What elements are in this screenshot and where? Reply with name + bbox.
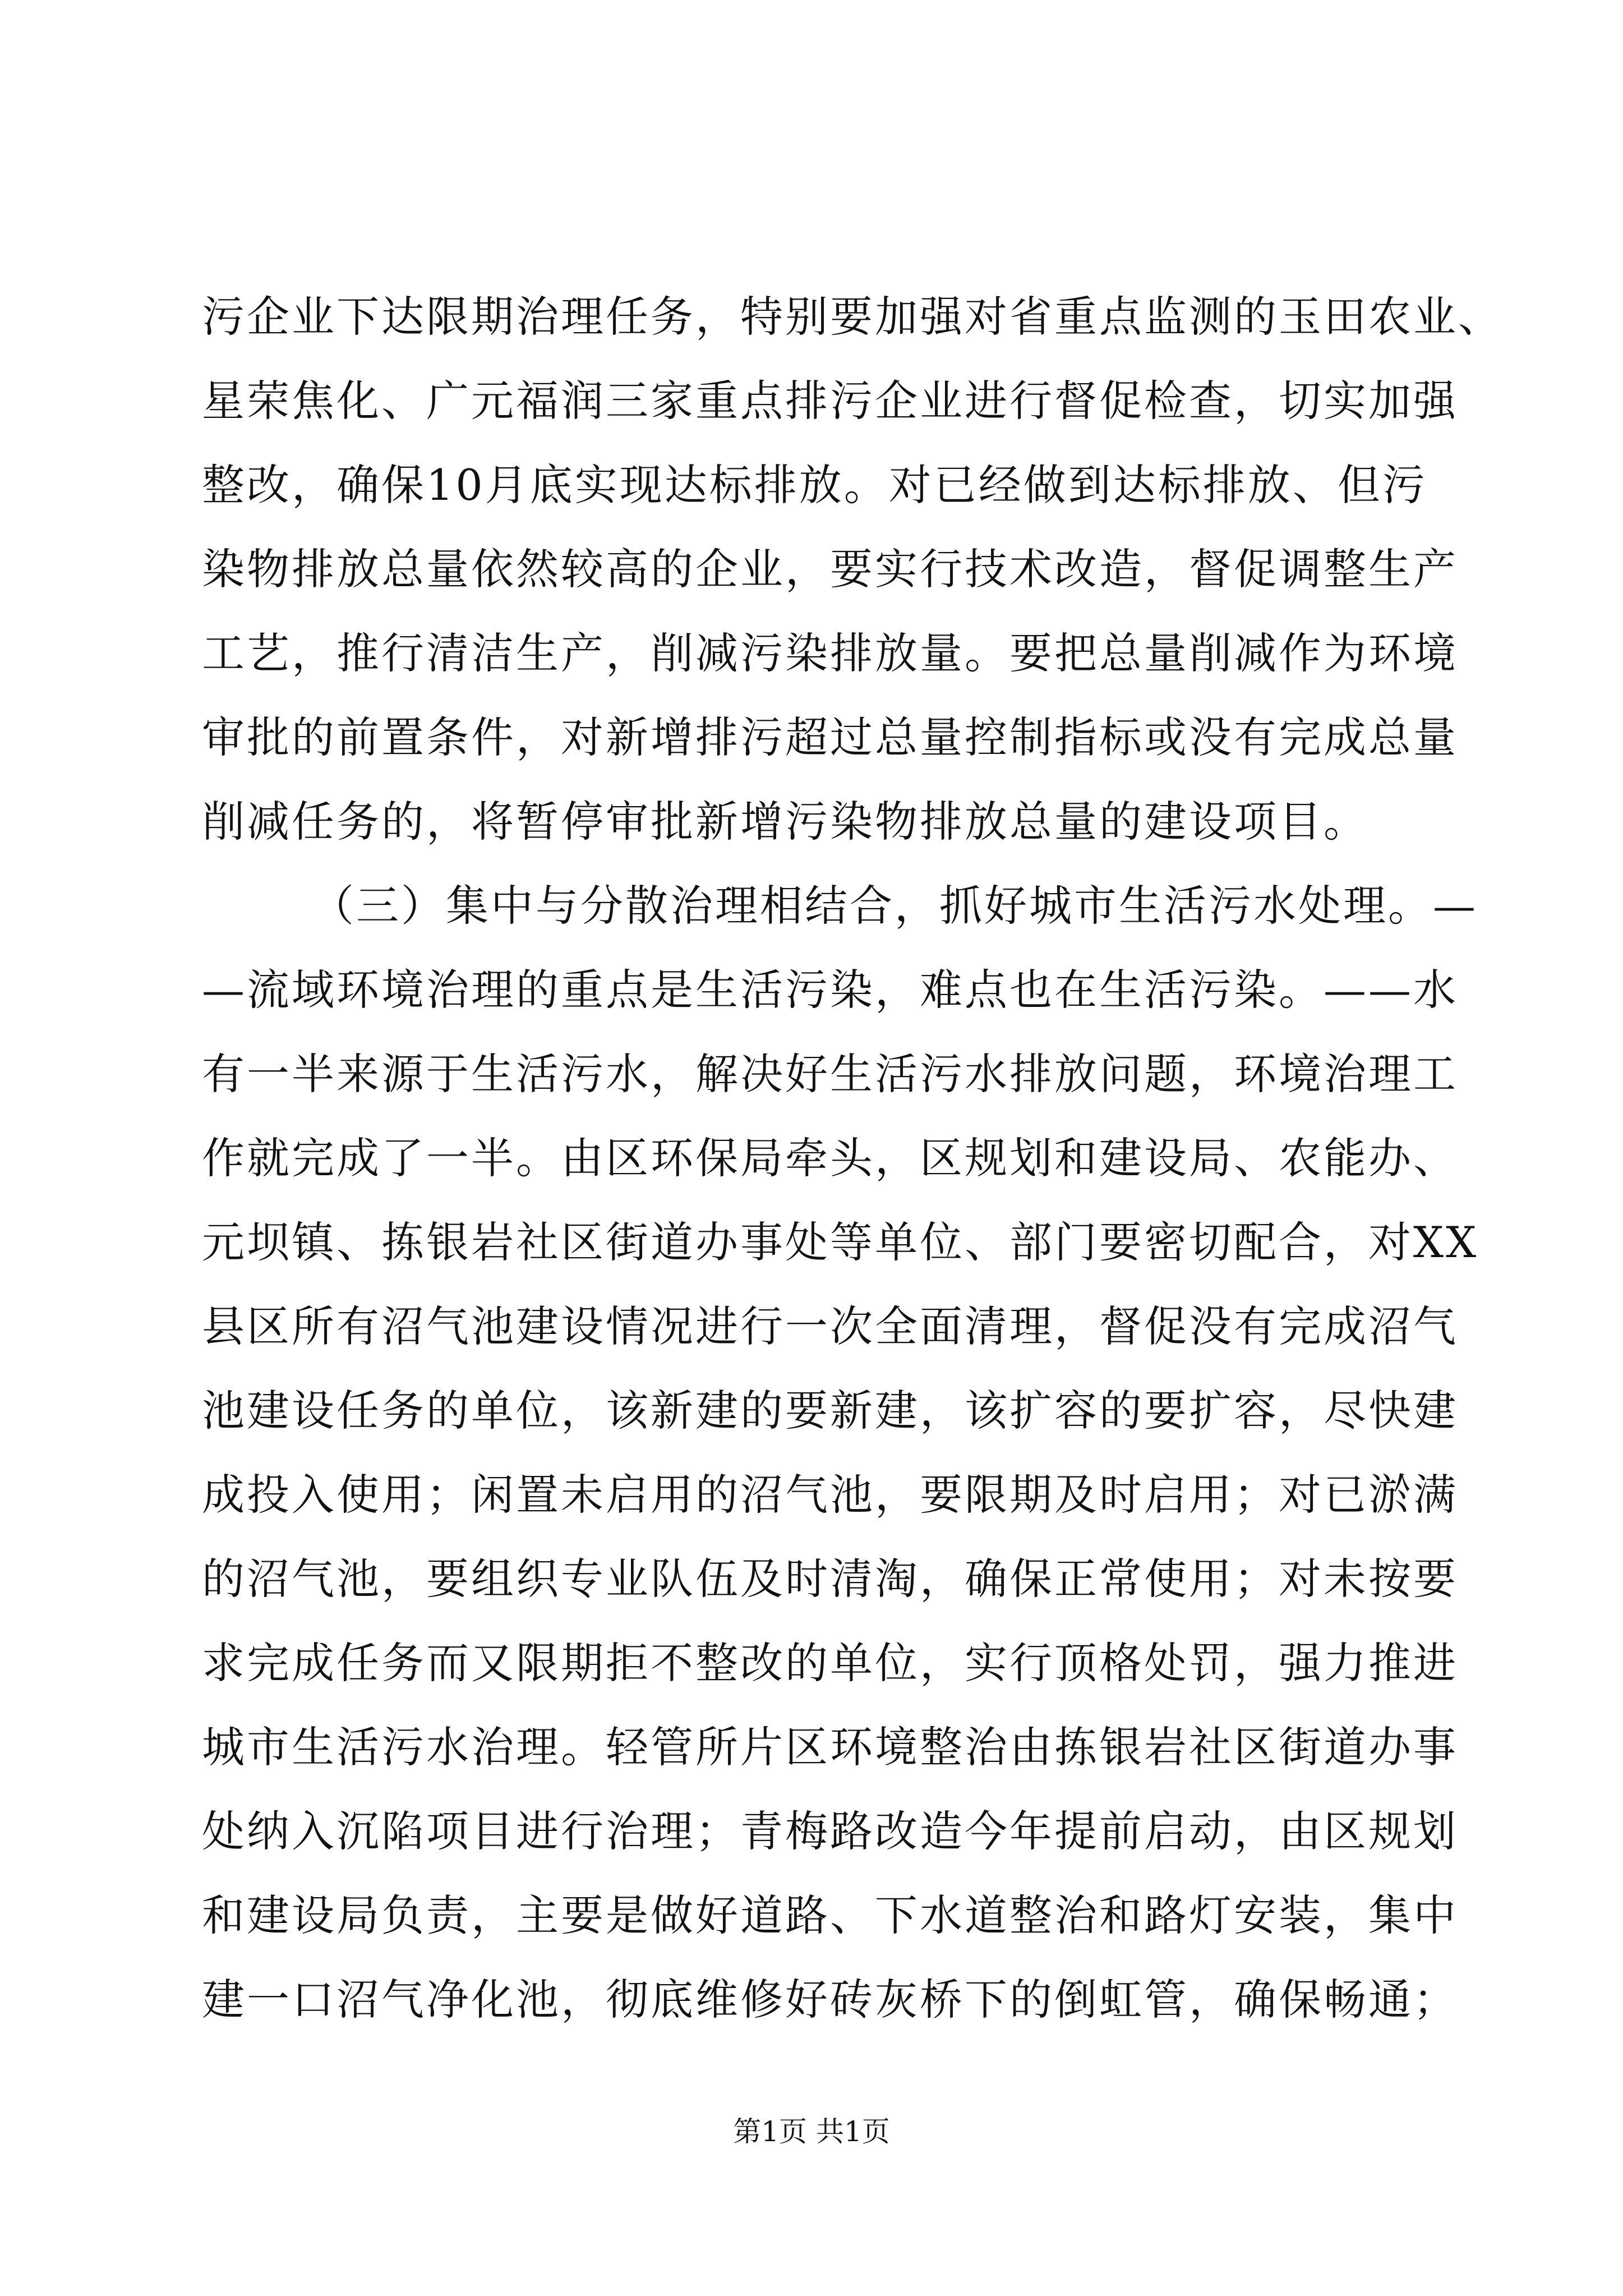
- section-heading-line: （三）集中与分散治理相结合，抓好城市生活污水处理。—: [311, 881, 1478, 931]
- text-line: 星荣焦化、广元福润三家重点排污企业进行督促检查，切实加强: [202, 376, 1458, 426]
- text-line: 池建设任务的单位，该新建的要新建，该扩容的要扩容，尽快建: [202, 1386, 1458, 1435]
- text-line: 成投入使用；闲置未启用的沼气池，要限期及时启用；对已淤满: [202, 1470, 1458, 1520]
- text-line: 削减任务的，将暂停审批新增污染物排放总量的建设项目。: [202, 797, 1368, 846]
- text-line: 有一半来源于生活污水，解决好生活污水排放问题，环境治理工: [202, 1049, 1458, 1099]
- text-line: 整改，确保10月底实现达标排放。对已经做到达标排放、但污: [202, 460, 1427, 510]
- text-line: 工艺，推行清洁生产，削减污染排放量。要把总量削减作为环境: [202, 628, 1458, 678]
- text-line: 和建设局负责，主要是做好道路、下水道整治和路灯安装，集中: [202, 1890, 1458, 1940]
- text-line: 染物排放总量依然较高的企业，要实行技术改造，督促调整生产: [202, 544, 1458, 594]
- text-line: —流域环境治理的重点是生活污染，难点也在生活污染。——水: [202, 965, 1458, 1015]
- text-line: 城市生活污水治理。轻管所片区环境整治由拣银岩社区街道办事: [202, 1722, 1458, 1772]
- text-line: 元坝镇、拣银岩社区街道办事处等单位、部门要密切配合，对XX: [202, 1217, 1479, 1267]
- text-line: 县区所有沼气池建设情况进行一次全面清理，督促没有完成沼气: [202, 1301, 1458, 1351]
- text-line: 作就完成了一半。由区环保局牵头，区规划和建设局、农能办、: [202, 1133, 1458, 1183]
- text-line: 处纳入沉陷项目进行治理；青梅路改造今年提前启动，由区规划: [202, 1806, 1458, 1856]
- text-line: 求完成任务而又限期拒不整改的单位，实行顶格处罚，强力推进: [202, 1638, 1458, 1688]
- text-line: 建一口沼气净化池，彻底维修好砖灰桥下的倒虹管，确保畅通；: [202, 1975, 1458, 2024]
- text-line: 污企业下达限期治理任务，特别要加强对省重点监测的玉田农业、: [202, 292, 1503, 342]
- text-line: 审批的前置条件，对新增排污超过总量控制指标或没有完成总量: [202, 712, 1458, 762]
- text-line: 的沼气池，要组织专业队伍及时清淘，确保正常使用；对未按要: [202, 1554, 1458, 1604]
- page-footer: 第1页 共1页: [733, 2115, 890, 2148]
